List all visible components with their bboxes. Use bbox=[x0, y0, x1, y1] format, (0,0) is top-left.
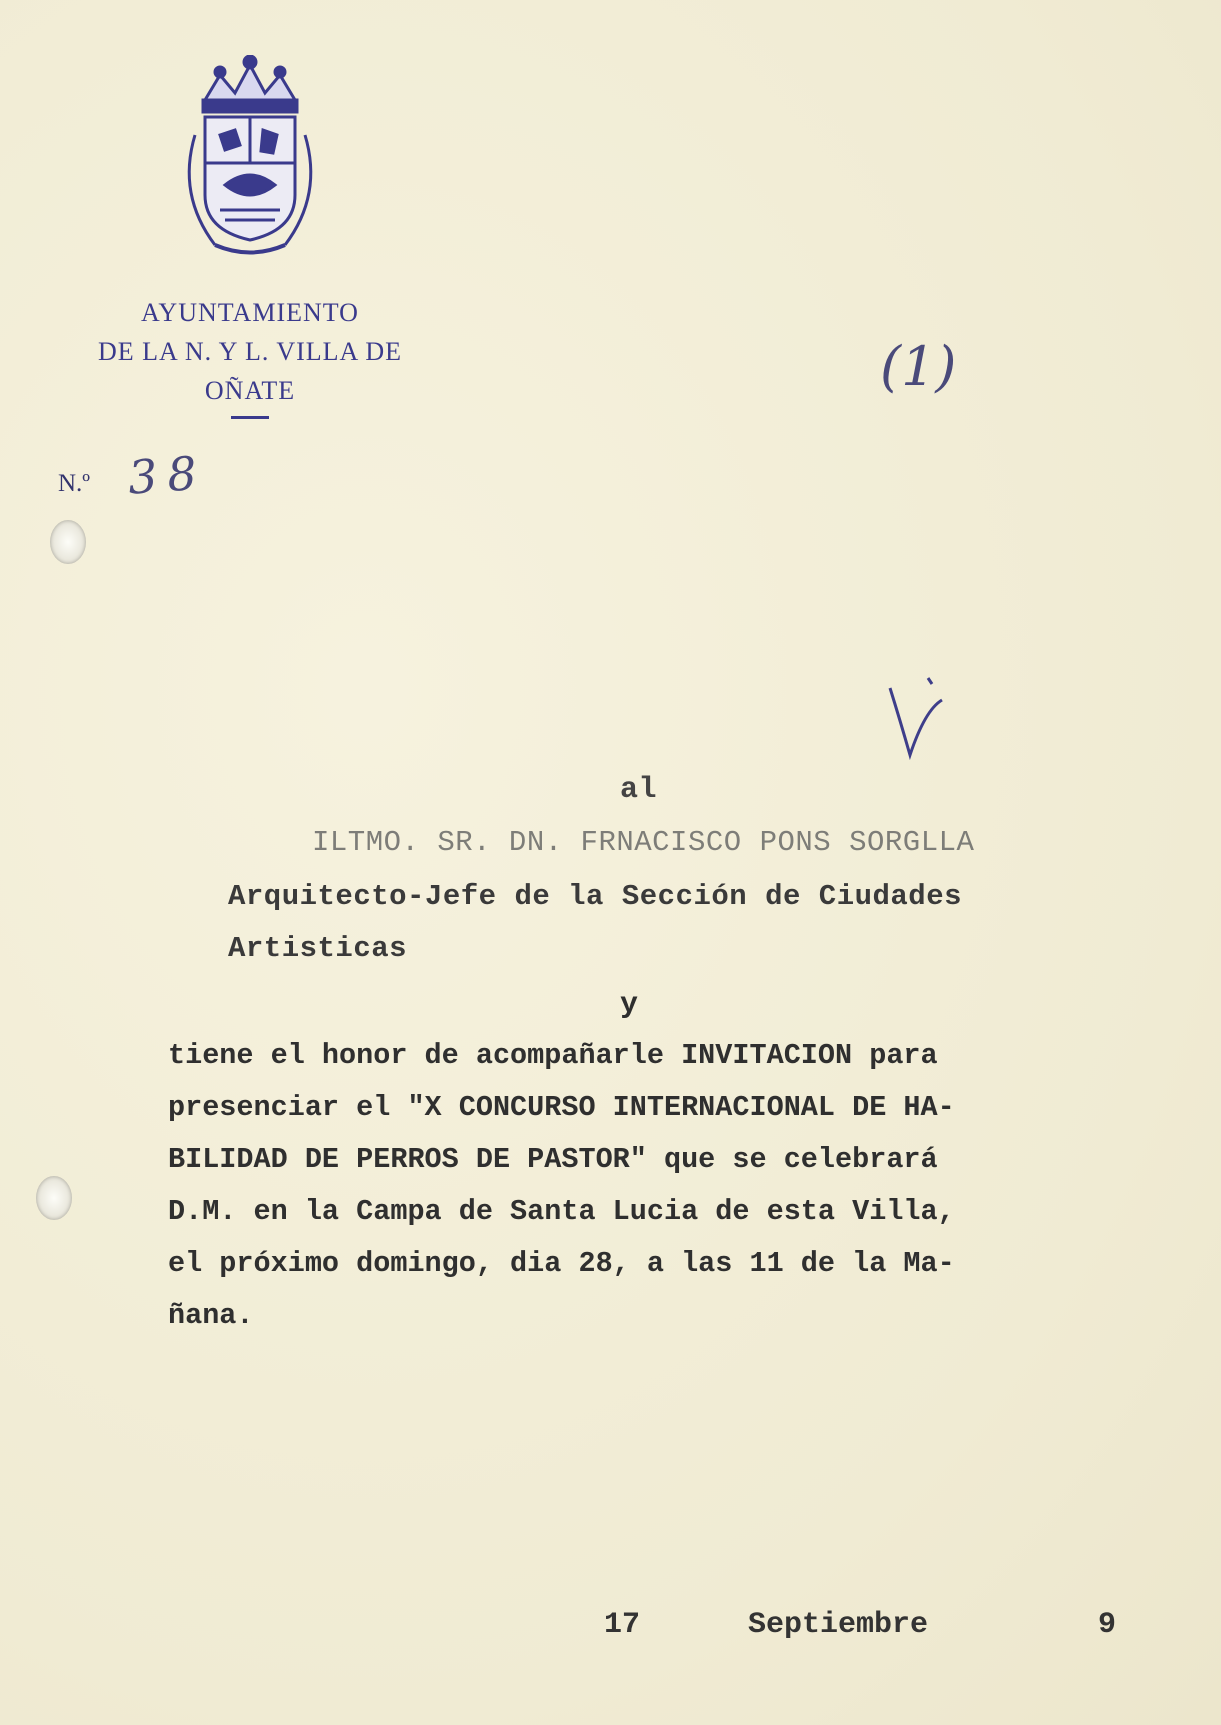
body-line: presenciar el "X CONCURSO INTERNACIONAL DE HA- bbox=[168, 1091, 955, 1124]
conjunction: y bbox=[620, 988, 639, 1022]
handwritten-page-mark: (1) bbox=[880, 335, 957, 398]
body-line: tiene el honor de acompañarle INVITACION para bbox=[168, 1039, 938, 1072]
body-line: BILIDAD DE PERROS DE PASTOR" que se celebrará bbox=[168, 1143, 938, 1176]
handwritten-check-icon bbox=[880, 670, 950, 770]
punch-hole-bottom bbox=[36, 1176, 72, 1220]
body-line: el próximo domingo, dia 28, a las 11 de la Ma- bbox=[168, 1247, 955, 1280]
date-day: 17 bbox=[604, 1608, 641, 1642]
body-line: ñana. bbox=[168, 1299, 254, 1332]
punch-hole-top bbox=[50, 520, 86, 564]
letterhead-divider bbox=[231, 416, 269, 419]
body-line: D.M. en la Campa de Santa Lucia de esta Villa, bbox=[168, 1195, 955, 1228]
date-year: 9 bbox=[1098, 1608, 1117, 1642]
letterhead-line-2: DE LA N. Y L. VILLA DE bbox=[97, 337, 403, 366]
recipient-title-line-1: Arquitecto-Jefe de la Sección de Ciudades bbox=[228, 880, 963, 913]
letterhead-line-3: OÑATE bbox=[204, 376, 296, 405]
letterhead-line-1: AYUNTAMIENTO bbox=[141, 298, 359, 327]
handwritten-reference-number: 38 bbox=[126, 445, 209, 505]
reference-number-label: N.º bbox=[58, 470, 91, 497]
letterhead bbox=[40, 55, 460, 419]
recipient-title-line-2: Artisticas bbox=[228, 932, 408, 965]
recipient-preposition: al bbox=[620, 773, 658, 807]
recipient-name: ILTMO. SR. DN. FRNACISCO PONS SORGLLA bbox=[312, 826, 975, 859]
date-month: Septiembre bbox=[748, 1608, 929, 1642]
coat-of-arms-emblem bbox=[165, 55, 335, 265]
invitation-body bbox=[168, 1030, 955, 1342]
